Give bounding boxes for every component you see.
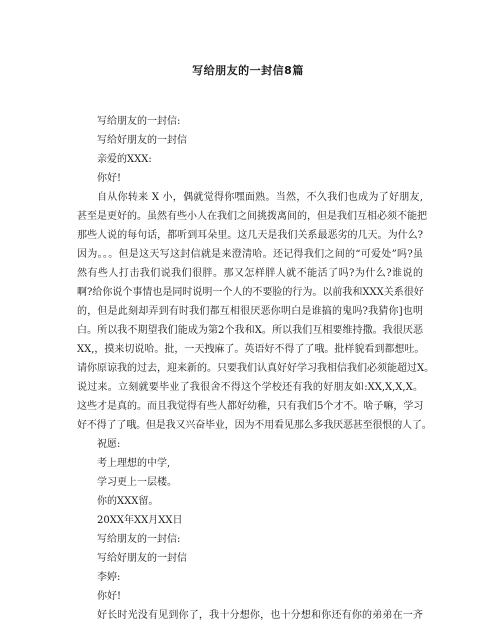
text-line: 你的XXX留。	[97, 496, 159, 507]
document-body	[77, 112, 435, 625]
text-line: 然有些人打击我们说我们很胖。那又怎样胖人就不能活了吗?为什么?谁说的	[77, 268, 423, 279]
text-line: 写给朋友的一封信:	[97, 534, 181, 545]
text-line: 20XX年XX月XX日	[97, 515, 183, 526]
text-line: 请你原谅我的过去，迎来新的。只要我们认真好好学习我相信我们必须能超过X。	[77, 363, 435, 374]
text-line: 那些人说的每句话，都听到耳朵里。这几天是我们关系最恶劣的几天。为什么?	[77, 230, 423, 241]
text-line: 你好!	[97, 591, 122, 602]
text-line: 啊?给你说个事情也是同时说明一个人的不要脸的行为。以前我和XXX关系很好	[77, 287, 424, 298]
text-line: 好长时光没有见到你了，我十分想你，也十分想和你还有你的弟弟在一齐	[97, 610, 423, 621]
text-line: XX,，摸来切说哈。批，一天拽麻了。英语好不得了了哦。批样貌看到都想吐。	[77, 344, 425, 355]
text-line: 学习更上一层楼。	[97, 477, 177, 488]
text-line: 写给好朋友的一封信	[97, 135, 187, 146]
text-line: 因为。。。但是这天写这封信就是来澄清哈。还记得我们之间的“可爱处”吗?虽	[77, 249, 423, 260]
text-line: 白。所以我不期望我们能成为第2个我和X。所以我们互相要维持撒。我很厌恶	[77, 325, 423, 336]
text-line: 李婷:	[97, 572, 121, 583]
text-line: 考上理想的中学,	[97, 458, 171, 469]
text-line: 祝愿:	[97, 439, 121, 450]
text-line: 甚至是更好的。虽然有些小人在我们之间挑拨离间的，但是我们互相必须不能把	[77, 211, 427, 222]
text-line: 自从你转来 X 小，偶就觉得你嘿面熟。当然，不久我们也成为了好朋友,	[97, 192, 423, 203]
text-line: 好不得了了哦。但是我又兴奋毕业，因为不用看见那么多我厌恶甚至很恨的人了。	[77, 420, 432, 431]
text-line: 亲爱的XXX:	[97, 154, 152, 165]
text-line: 的，但是此刻却弄到有时我们都互相很厌恶你明白是谁搞的鬼吗?我猜你]也明	[77, 306, 423, 317]
text-line: 写给朋友的一封信:	[97, 116, 181, 127]
text-line: 你好!	[97, 173, 122, 184]
document-title: 写给朋友的一封信8篇	[192, 64, 304, 77]
text-line: 这些才是真的。而且我觉得有些人都好幼稚，只有我们5个才不。啥子嘛，学习	[77, 401, 424, 412]
text-line: 说过来。立刻就要毕业了我很舍不得这个学校还有我的好朋友如:XX,X,X,X。	[77, 382, 423, 393]
text-line: 写给好朋友的一封信	[97, 553, 187, 564]
